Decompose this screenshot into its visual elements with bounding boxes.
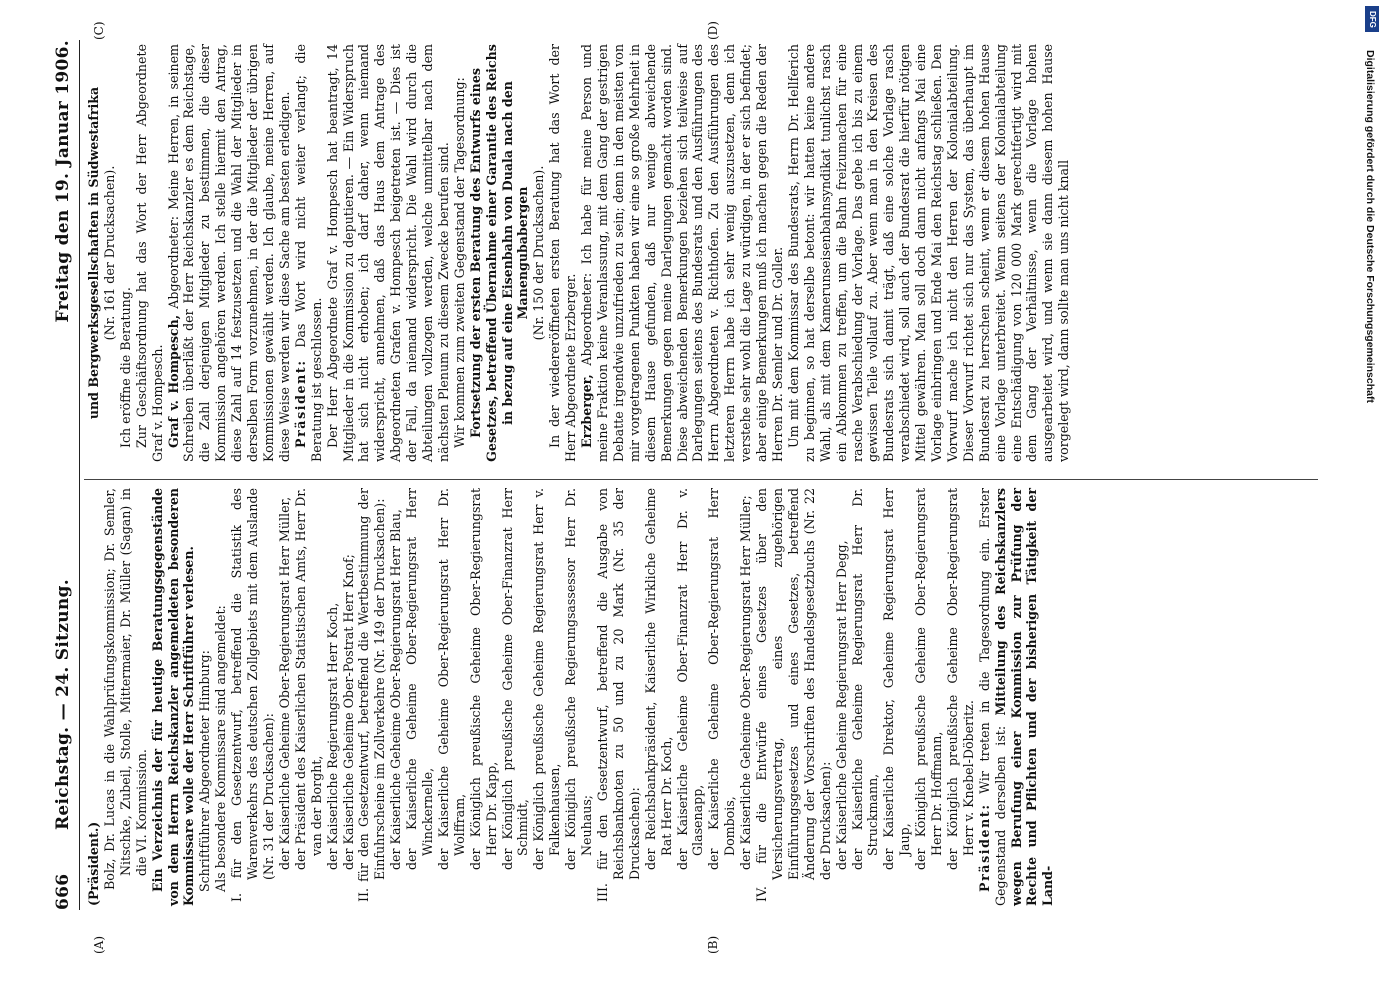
statement-text: Das Wort wird nicht weiter verlangt; die Beratung ist geschlossen. (292, 43, 324, 462)
item-iii-name: der Reichsbankpräsident, Kaiserliche Wirkliche Geheime Rat Herr Dr. Koch, (642, 488, 674, 870)
speaker-label: Erzberger, (579, 374, 595, 448)
item-ii-name: der Königlich preußische Geheime Ober-Finanzrat Herr Schmidt, (499, 488, 531, 870)
dfg-logo: DFG (1365, 6, 1379, 32)
page-header (50, 40, 76, 910)
president-statement (293, 44, 325, 462)
drucksache-ref: (Nr. 150 der Drucksachen). (531, 165, 547, 341)
item-iv-name: der Kaiserliche Geheime Regierungsrat Herr Dr. Struckmann, (849, 488, 881, 870)
speaker-label: Graf v. Hompesch, (165, 314, 181, 448)
item-ii-name: der Kaiserliche Geheime Ober-Regierungsrat Herr Dr. Wolffram, (435, 488, 467, 870)
drucksache-ref: (Nr. 161 der Drucksachen). (101, 165, 117, 341)
commission-members: Bolz, Dr. Lucas in die Wahlprüfungskommission; Dr. Semler, Nitschke, Zubeil, Stolle, Mittermaier, Dr. Müller (Sagan) in die VI. Kommission. (101, 488, 149, 890)
item-ii-name: der Königlich preußische Geheime Ober-Regierungsrat Herr Dr. Kapp, (467, 488, 499, 870)
speaker-label: Präsident: (292, 359, 308, 448)
margin-mark-a: (A) (92, 935, 106, 954)
item-iii-heading: III. für den Gesetzentwurf, betreffend die Ausgabe von Reichsbanknoten zu 50 und zu 20 Mark (Nr. 35 der Drucksachen): (595, 488, 642, 902)
item-ii-name: der Kaiserliche Geheime Ober-Regierungsrat Herr Blau, (388, 509, 404, 870)
header-left-title: Reichstag. — 24. Sitzung. (53, 579, 73, 830)
speech-text: Abgeordneter: Meine Herren, in seinem Schreiben überläßt der Herr Reichskanzler es dem Reichstage, die Zahl derjenigen Mitglieder zu bestimmen, die dieser Kommission angehören werden. Ich stelle hiermit den Antrag, diese Zahl auf 14 festzusetzen und die Wahl der Mitglieder in derselben Form vorzunehmen, in der die Mitglieder der übrigen Kommissionen gewählt werden. Ich glaube, meine Herren, auf diese Weise werden wir diese Sache am besten erledigen. (165, 44, 292, 462)
item-ii-heading: II. für den Gesetzentwurf, betreffend die Wertbestimmung der Einfuhrscheine im Zollverkehre (Nr. 149 der Drucksachen): (356, 488, 388, 902)
speech-erzberger (579, 44, 786, 462)
speech-hompesch (166, 44, 293, 462)
paragraph-verzeichnis: Ein Verzeichnis der für heutige Beratungsgegenstände von dem Herrn Reichskanzler angemeldeten besonderen Kommissare wolle der Herr Schriftführer verlesen. (149, 488, 197, 906)
agenda-item-title-cont: und Bergwerksgesellschaften in Südwestafrika (86, 86, 101, 420)
item-iv-heading: IV. für die Entwürfe eines Gesetzes über den Versicherungsvertrag, eines zugehörigen Einführungsgesetzes und eines Gesetzes, betreffend Änderung der Vorschriften des Handelsgesetzbuchs (Nr. 22 der Drucksachen): (754, 488, 833, 902)
speaker-note: (Präsident.) (86, 821, 101, 906)
item-i-name: der Kaiserliche Geheime Ober-Postrat Herr Knof; (340, 554, 356, 870)
paragraph-geschaeftsordnung: Zur Geschäftsordnung hat das Wort der Herr Abgeordnete Graf v. Hompesch. (133, 44, 165, 462)
item-iii-name: der Kaiserliche Geheime Ober-Finanzrat Herr Dr. v. Glasenapp, (674, 488, 706, 870)
speech-text: Abgeordneter: Ich habe für meine Person und meine Fraktion keine Veranlassung, mit dem Gang der gestrigen Debatte irgendwie unzufrieden zu sein; denn in den meisten von mir vorgetragenen Punkten haben wir eine so große Mehrheit in diesem Hause gefunden, daß nur wenige abweichende Bemerkungen gegen meine Darlegungen gemacht worden sind. Diese abweichenden Bemerkungen beziehen sich teilweise auf Darlegungen seitens des Bundesrats und den Ausführungen des Herrn Abgeordneten v. Richthofen. Zu den Ausführungen des letzteren Herrn habe ich sehr wenig auszusetzen, denn ich verstehe sehr wohl die Lage zu würdigen, in der er sich befindet; aber einige Bemerkungen muß ich machen gegen die Reden der Herren Dr. Semler und Dr. Goller. (579, 44, 785, 462)
item-i-name: der Kaiserliche Regierungsrat Herr Koch, (324, 602, 340, 870)
item-iv-name: der Kaiserliche Direktor, Geheime Regierungsrat Herr Jaup, (881, 488, 913, 870)
item-iii-name: der Kaiserliche Geheime Ober-Regierungsrat Herr Dombois, (706, 488, 738, 870)
agenda-item-eisenbahn: Fortsetzung der ersten Beratung des Entwurfs eines Gesetzes, betreffend Übernahme einer Garantie des Reichs in bezug auf eine Eisenbahn von Duala nach den Manengubabergen (467, 44, 531, 462)
item-iv-name: der Königlich preußische Geheime Ober-Regierungsrat Herr Dr. Hoffmann, (913, 488, 945, 870)
page-number: 666 (53, 873, 73, 910)
item-iii-name: der Kaiserliche Geheime Ober-Regierungsrat Herr Müller; (738, 495, 754, 870)
item-ii-name: der Kaiserliche Geheime Ober-Regierungsrat Herr Winckernelle, (404, 488, 436, 870)
paragraph-text: Wir treten in die Tagesordnung ein. Erster Gegenstand derselben ist: (976, 488, 1008, 906)
speaker-label: Präsident: (976, 803, 992, 892)
paragraph-angemeldet: Als besondere Kommissare sind angemeldet: (213, 605, 229, 892)
left-column (86, 488, 1056, 906)
margin-mark-d: (D) (706, 21, 720, 40)
item-ii-name: der Königlich preußische Geheime Regierungsrat Herr v. Falkenhausen, (531, 488, 563, 870)
item-iv-name: der Kaiserliche Geheime Regierungsrat Herr Degg, (833, 540, 849, 870)
agenda-item-title: Mitteilung des Reichskanzlers wegen Berufung einer Kommission zur Prüfung der Rechte und Pflichten und der bisherigen Tätigkeit der Land- (992, 488, 1056, 906)
paragraph-schriftfuehrer: Schriftführer Abgeordneter Himburg: (197, 650, 213, 892)
paragraph-antrag: Der Herr Abgeordnete Graf v. Hompesch hat beantragt, 14 Mitglieder in die Kommission zu deputieren. — Ein Widerspruch hat sich nicht erhoben; ich darf daher, wenn niemand widerspricht, annehmen, daß das Haus dem Antrage des Abgeordneten Grafen v. Hompesch beigetreten ist. — Dies ist der Fall, da niemand widerspricht. Die Wahl wird durch die Abteilungen vollzogen werden, welche unmittelbar nach dem nächsten Plenum zu diesem Zwecke berufen sind. (324, 44, 451, 462)
digitization-credit (1363, 20, 1377, 1000)
margin-mark-c: (C) (92, 21, 106, 40)
item-ii-name: der Königlich preußische Regierungsassessor Herr Dr. Neuhaus; (563, 488, 595, 870)
speech-erzberger-cont: Um mit dem Kommissar des Bundesrats, Herrn Dr. Hellferich zu beginnen, so hat derselbe betont: wir hatten keine andere Wahl, als mit dem Kamerunseisenbahnsyndikat tunlichst rasch ein Abkommen zu treffen, um die Bahn freizumachen für eine rasche Verabschiedung der Vorlage. Das gebe ich bis zu einem gewissen Teile vollauf zu. Aber wenn man in den Kreisen des Bundesrats sich damit trägt, daß eine solche Vorlage rasch verabschiedet wird, soll auch der Bundesrat die hierfür nötigen Mittel gewähren. Man soll doch dann nicht anfangs Mai eine Vorlage einbringen und Ende Mai den Reichstag schließen. Den Vorwurf mache ich nicht den Herren der Kolonialabteilung. Dieser Vorwurf richtet sich nur das System, das überhaupt im Bundesrat zu herrschen scheint, wenn er diesem hohen Hause eine Vorlage unterbreitet. Wenn seitens der Kolonialabteilung eine Entschädigung von 120 000 Mark gerechtfertigt wird mit dem Gang der Verhältnisse, wenn die Vorlage hohen ausgearbeitet wird, und wenn sie dann diesem hohen Hause vorgelegt wird, dann sollte man uns nicht knall (785, 44, 1072, 462)
credit-text: Digitalisierung gefördert durch die Deutsche Forschungsgemeinschaft (1364, 50, 1376, 403)
item-i-heading: I. für den Gesetzentwurf, betreffend die Statistik des Warenverkehrs des deutschen Zollgebiets mit dem Auslande (Nr. 31 der Drucksachen): (229, 488, 276, 902)
header-rule (79, 40, 80, 910)
right-column (86, 44, 1072, 462)
paragraph-tagesordnung (977, 488, 1057, 906)
item-i-name: der Kaiserliche Geheime Ober-Regierungsrat Herr Müller, (276, 496, 292, 870)
item-iv-name: der Königlich preußische Geheime Ober-Regierungsrat Herr v. Knebel-Döberitz. (944, 488, 976, 870)
header-right-title: Freitag den 19. Januar 1906. (53, 40, 73, 323)
item-i-name: der Präsident des Kaiserlichen Statistischen Amts, Herr Dr. van der Borght, (292, 488, 324, 870)
column-divider (84, 479, 1318, 480)
paragraph-wiedereroeffnet: In der wiedereröffneten ersten Beratung hat das Wort der Herr Abgeordnete Erzberger. (547, 44, 579, 462)
margin-mark-b: (B) (706, 935, 720, 954)
paragraph-eroeffnung: Ich eröffne die Beratung. (117, 287, 133, 448)
paragraph-zweiter-gegenstand: Wir kommen zum zweiten Gegenstand der Tagesordnung: (451, 77, 467, 448)
